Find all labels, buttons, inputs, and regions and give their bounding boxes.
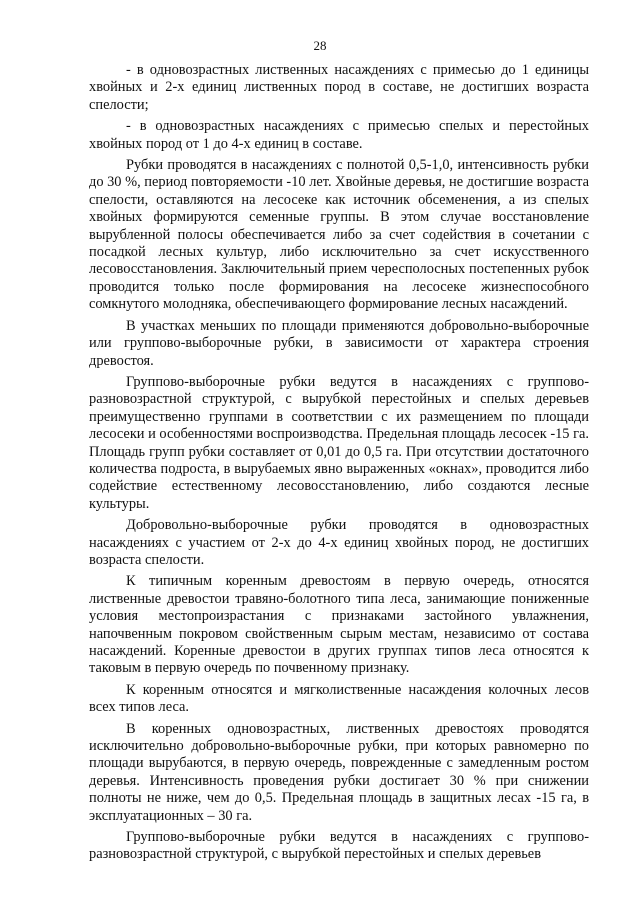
paragraph-10: Группово-выборочные рубки ведутся в насаждениях с группово-разновозрастной структурой, с вырубкой перестойных и спелых деревьев xyxy=(89,829,589,863)
paragraph-8: К коренным относятся и мягколиственные насаждения колочных лесов всех типов леса. xyxy=(89,681,589,716)
paragraph-2: - в одновозрастных насаждениях с примесью спелых и перестойных хвойных пород от 1 до 4-х единиц в составе. xyxy=(89,118,589,152)
paragraph-6: Добровольно-выборочные рубки проводятся в одновозрастных насаждениях с участием от 2-х до 4-х единиц хвойных пород, не достигших возраста спелости. xyxy=(89,517,589,568)
paragraph-5: Группово-выборочные рубки ведутся в насаждениях с группово-разновозрастной структурой, с вырубкой перестойных и спелых деревьев преимущественно группами в соответствии с их размещением по площади лесосеки и особенностями воспроизводства. Предельная площадь лесосек -15 га. Площадь групп рубки составляет от 0,01 до 0,5 га. При отсутствии достаточного количества подроста, в вырубаемых явно выраженных «окнах», проводится либо содействие естественному лесовосстановлению, либо создаются лесные культуры. xyxy=(89,373,589,512)
paragraph-3: Рубки проводятся в насаждениях с полнотой 0,5-1,0, интенсивность рубки до 30 %, период повторяемости -10 лет. Хвойные деревья, не достигшие возраста спелости, оставляются на лесосеке как источник обсеменения, а из спелых хвойных формируются семенные группы. В этом случае восстановление вырубленной полосы обеспечивается либо за счет содействия в сочетании с посадкой лесных культур, либо исключительно за счет искусственного лесовосстановления. Заключительный прием чересполосных постепенных рубок проводится только после формирования на лесосеке жизнеспособного сомкнутого молодняка, обеспечивающего формирование лесных насаждений. xyxy=(89,157,589,313)
paragraph-9: В коренных одновозрастных, лиственных древостоях проводятся исключительно добровольно-выборочные рубки, при которых равномерно по площади вырубаются, в первую очередь, поврежденные с замедленным ростом деревья. Интенсивность проведения рубки достигает 30 % при снижении полноты не ниже, чем до 0,5. Предельная площадь в защитных лесах -15 га, в эксплуатационных – 30 га. xyxy=(89,720,589,824)
page-number: 28 xyxy=(313,38,327,53)
paragraph-7: К типичным коренным древостоям в первую очередь, относятся лиственные древостои травяно-болотного типа леса, занимающие пониженные условия местопроизрастания с признаками застойного увлажнения, напочвенным покровом свойственным сырым местам, независимо от состава насаждений. Коренные древостои в других группах типов леса относятся к таковым в первую очередь по почвенному признаку. xyxy=(89,573,589,677)
document-body xyxy=(89,62,589,864)
paragraph-1: - в одновозрастных лиственных насаждениях с примесью до 1 единицы хвойных и 2-х единиц лиственных пород в составе, не достигших возраста спелости; xyxy=(89,62,589,113)
paragraph-4: В участках меньших по площади применяются добровольно-выборочные или группово-выборочные рубки, в зависимости от характера строения древостоя. xyxy=(89,317,589,369)
